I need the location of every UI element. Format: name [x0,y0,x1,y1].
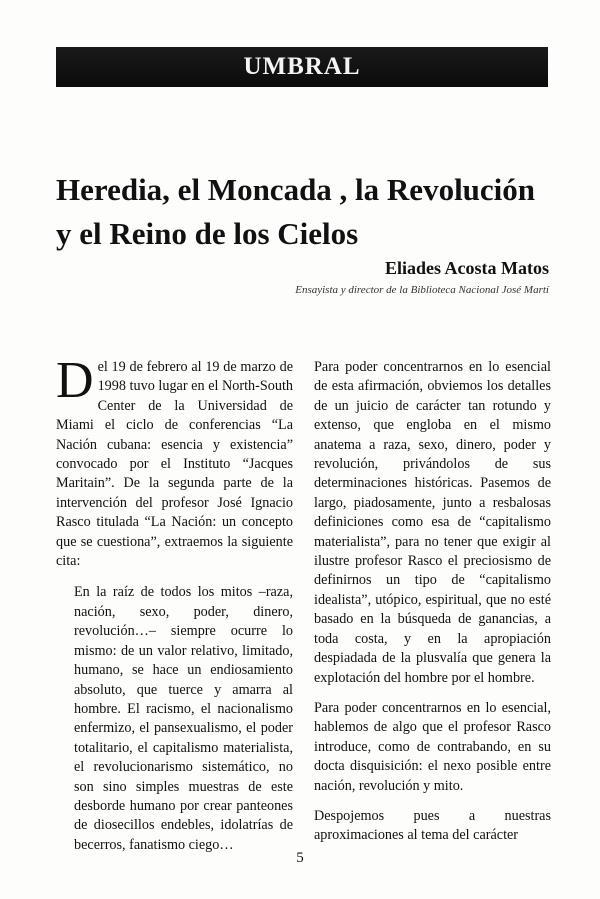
paragraph-3: Despojemos pues a nuestras aproximaciones al tema del carácter [314,807,551,844]
right-column [314,358,551,857]
drop-cap: D [56,352,94,409]
block-quote: En la raíz de todos los mitos –raza, nación, sexo, poder, dinero, revolución…– siempre ocurre lo mismo: de un valor relativo, limitado, humano, se hace un endiosamiento absoluto, que tuerce y amarra al hombre. El racismo, el nacionalismo enfermizo, el pansexualismo, el poder totalitario, el capitalismo materialista, el revolucionarismo sistemático, no son sino simples muestras de este desborde humano por crear panteones de diosecillos endebles, idolatrías de becerros, fanatismo ciego… [74,584,293,853]
article-author: Eliades Acosta Matos [385,258,549,278]
left-column [56,352,293,855]
opening-paragraph [56,352,293,571]
paragraph-2: Para poder concentrarnos en lo esencial, hablemos de algo que el profesor Rasco introduce, como de contrabando, en su docta disquisición: el nexo posible entre nación, revolución y mito. [314,699,551,794]
author-affiliation: Ensayista y director de la Biblioteca Nacional José Martí [295,284,549,296]
article-title: Heredia, el Moncada , la Revolución y el Reino de los Cielos [56,172,536,251]
page-number: 5 [296,850,304,866]
opening-paragraph-text: el 19 de febrero al 19 de marzo de 1998 tuvo lugar en el North-South Center de la Universidad de Miami el ciclo de conferencias “La Nación cubana: esencia y existencia” convocado por el Instituto “Jacques Maritain”. De la segunda parte de la intervención del profesor José Ignacio Rasco titulada “La Nación: un concepto que se cuestiona”, extraemos la siguiente cita: [56,359,293,570]
section-label: UMBRAL [243,53,361,80]
section-banner [56,47,548,87]
paragraph-1: Para poder concentrarnos en lo esencial de esta afirmación, obviemos los detalles de un juicio de carácter tan rotundo y extenso, que engloba en el mismo anatema a raza, sexo, dinero, poder y revolución, privándolos de sus determinaciones históricas. Pasemos de largo, piadosamente, junto a resbalosas definiciones como esa de “capitalismo materialista”, para no tener que exigir al ilustre profesor Rasco el preciosismo de definirnos un tipo de “capitalismo idealista”, utópico, espiritual, que no esté basado en la búsqueda de ganancias, a toda costa, y en la apropiación despiadada de la plusvalía que genera la explotación del hombre por el hombre. [314,359,551,686]
